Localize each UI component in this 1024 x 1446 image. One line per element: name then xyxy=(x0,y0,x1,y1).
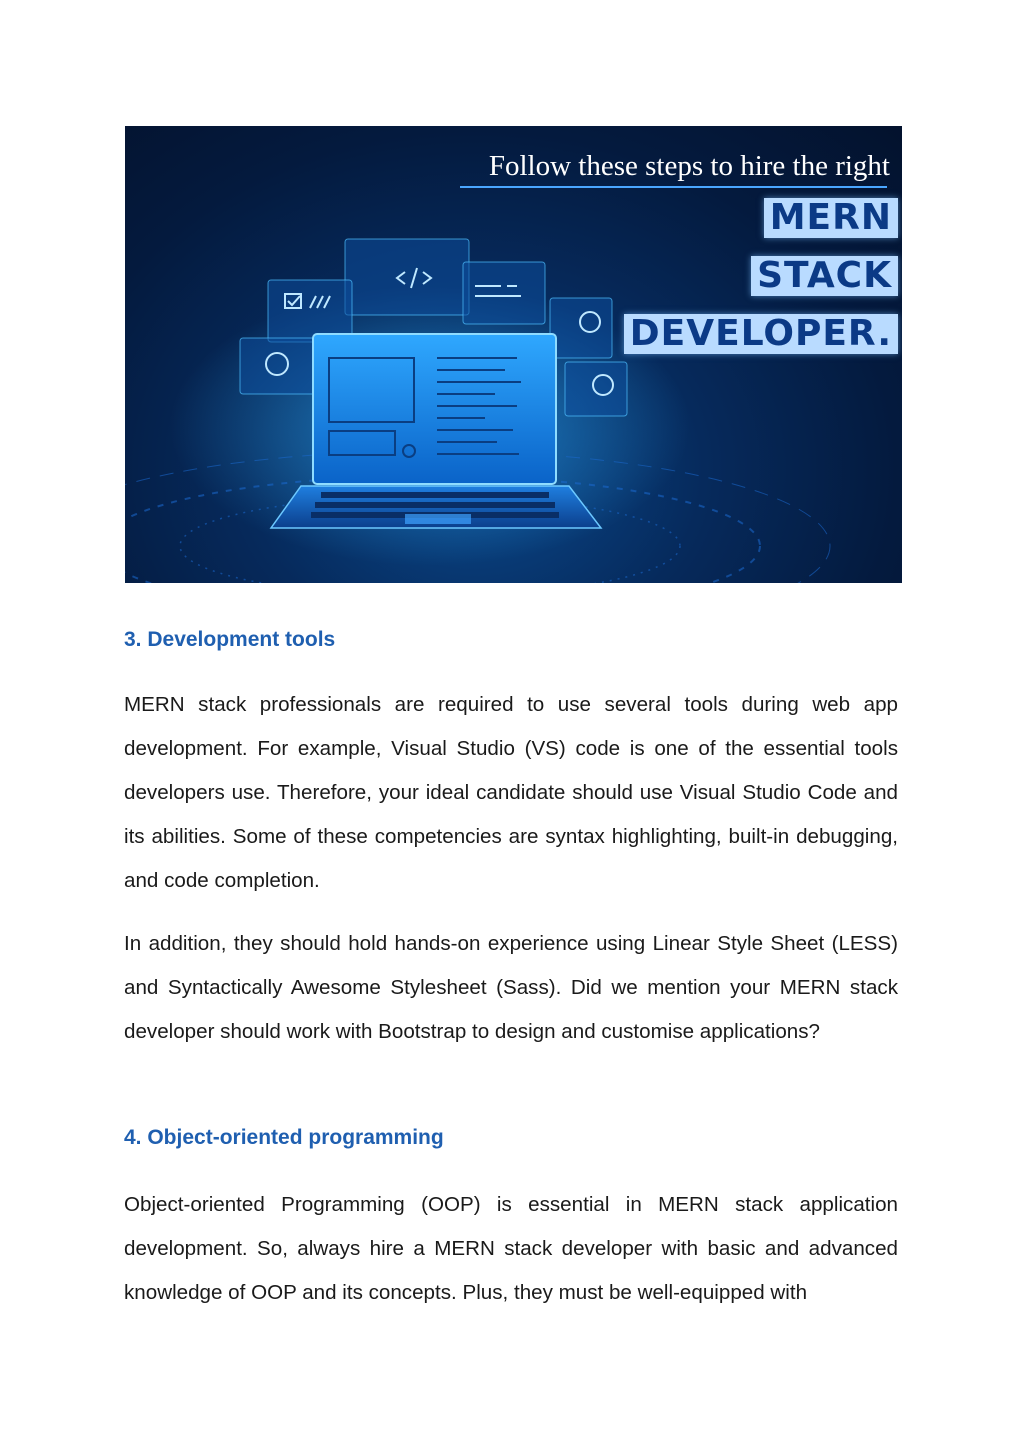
hero-word-developer: DEVELOPER. xyxy=(624,314,898,354)
paragraph-development-tools-1: MERN stack professionals are required to use several tools during web app development. For example, Visual Studio (VS) code is one of the essential tools developers use. Therefore, your ideal candidate should use Visual Studio Code and its abilities. Some of these competencies are syntax highlighting, built-in debugging, and code completion. xyxy=(124,693,898,892)
paragraph-oop-1: Object-oriented Programming (OOP) is essential in MERN stack application development. So, always hire a MERN stack developer with basic and advanced knowledge of OOP and its concepts. Plus, they must be well-equipped with xyxy=(124,1193,898,1304)
section-heading-development-tools: 3. Development tools xyxy=(124,628,336,651)
hero-title: Follow these steps to hire the right xyxy=(488,150,890,182)
hero-word-mern: MERN xyxy=(764,198,898,238)
hero-banner-image xyxy=(125,126,902,583)
paragraph-development-tools-2: In addition, they should hold hands-on experience using Linear Style Sheet (LESS) and Syntactically Awesome Stylesheet (Sass). Did we mention your MERN stack developer should work with Bootstrap to design and customise applications? xyxy=(124,932,898,1043)
section-heading-oop: 4. Object-oriented programming xyxy=(124,1126,444,1149)
hero-title-underline xyxy=(460,186,887,188)
laptop-illustration xyxy=(125,126,902,583)
hero-word-stack: STACK xyxy=(751,256,898,296)
